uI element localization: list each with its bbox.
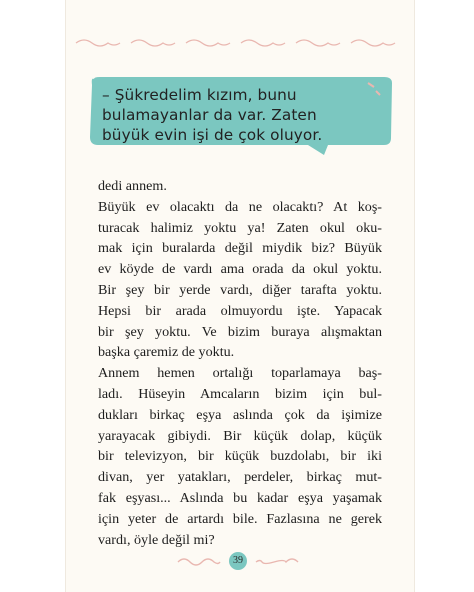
body-line: Hepsi bir arada olmuyordu işte. Yapacak [98, 302, 382, 319]
body-line: fak eşyası... Aslında bu kadar eşya yaşamak [98, 489, 382, 506]
body-line: için yeter de artardı bile. Fazlasına ne gerek [98, 510, 382, 527]
ornament-swirl [76, 40, 120, 46]
ornament-swirl [186, 40, 230, 46]
ornament-swirl [296, 40, 340, 46]
body-line: başka çaremiz de yoktu. [98, 344, 235, 361]
page-number: 39 [229, 552, 247, 570]
body-line: bir şey yoktu. Ve bizim buraya alışmaktan [98, 323, 382, 340]
body-line: divan, yer yatakları, perdeler, birkaç mut- [98, 469, 382, 486]
body-line: ladı. Hüseyin Amcaların bizim için bul- [98, 385, 382, 402]
right-swirl-ornament [254, 556, 300, 568]
body-line: dukları birkaç eşya aslında çok da işimize [98, 406, 382, 423]
body-line: Annem hemen ortalığı toparlamaya baş- [98, 365, 382, 382]
ornament-swirl [131, 40, 175, 46]
bubble-dialogue [102, 85, 392, 145]
body-line: yarayacak gibiydi. Bir küçük dolap, küçük [98, 427, 382, 444]
bubble-line: – Şükredelim kızım, bunu [102, 86, 297, 104]
body-line: turacak halimiz yoktu ya! Zaten okul oku- [98, 219, 382, 236]
body-line: dedi annem. [98, 178, 167, 194]
body-line: bir televizyon, bir küçük buzdolabı, bir iki [98, 448, 382, 465]
bubble-line: bulamayanlar da var. Zaten [102, 106, 317, 124]
speech-bubble [88, 75, 394, 150]
body-text [98, 176, 382, 550]
body-line: vardı, öyle değil mi? [98, 531, 215, 548]
body-line: Bir şey bir yerde vardı, diğer tarafta yoktu. [98, 281, 382, 298]
left-swirl-ornament [176, 556, 222, 568]
body-line: ev köyde de vardı ama orada da okul yoktu. [98, 261, 382, 278]
top-ornament-border [74, 38, 404, 48]
bubble-line: büyük evin işi de çok oluyor. [102, 126, 323, 144]
body-line: mak için buralarda değil miydik biz? Büyük [98, 240, 382, 257]
body-line: Büyük ev olacaktı da ne olacaktı? At koş- [98, 198, 382, 215]
ornament-swirl [351, 40, 395, 46]
ornament-swirl [241, 40, 285, 46]
